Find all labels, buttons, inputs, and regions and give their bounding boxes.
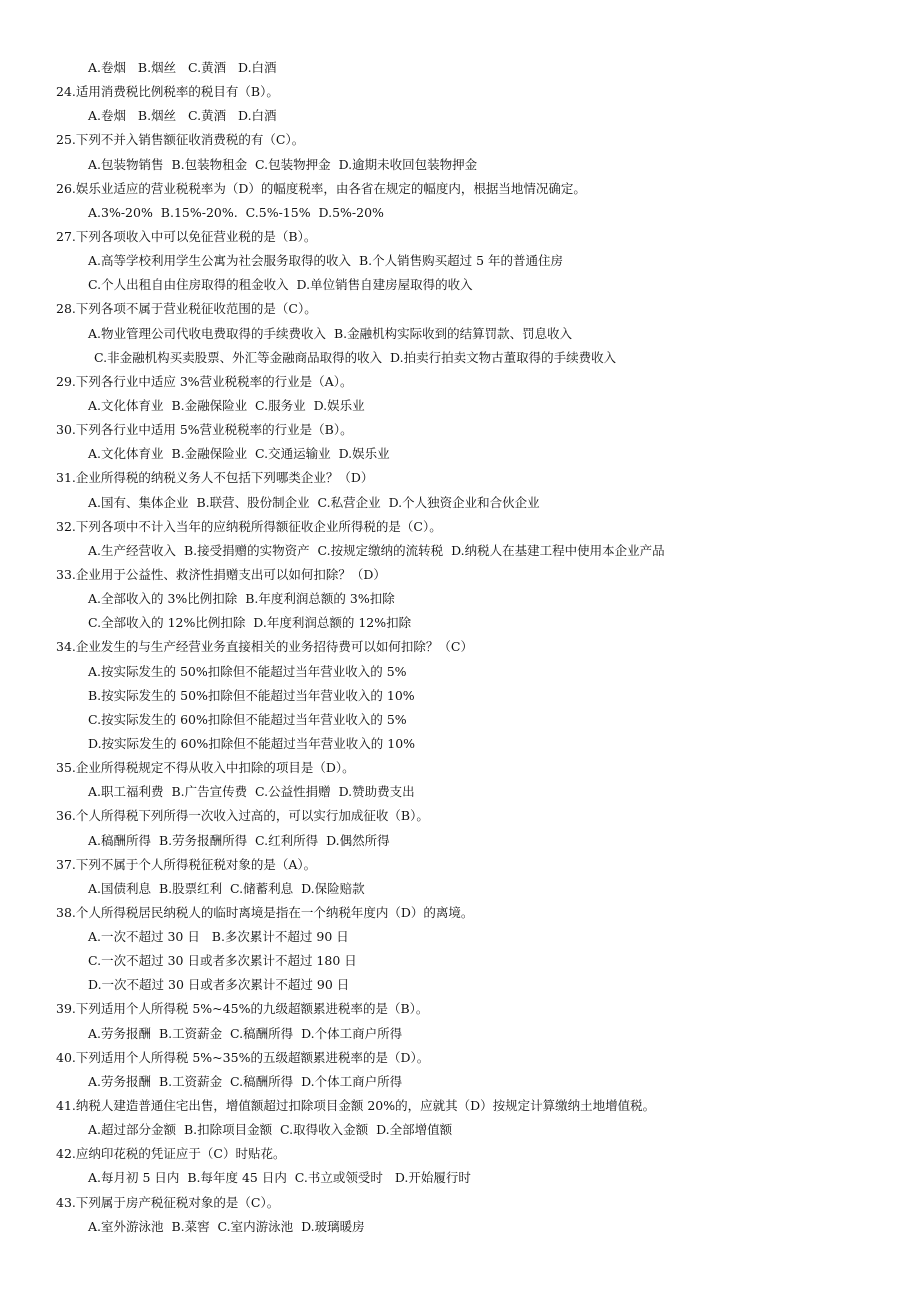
option-line: A.超过部分金额 B.扣除项目金额 C.取得收入金额 D.全部增值额: [88, 1122, 453, 1138]
question-line: 34.企业发生的与生产经营业务直接相关的业务招待费可以如何扣除？（C）: [56, 639, 473, 655]
option-line: A.卷烟 B.烟丝 C.黄酒 D.白酒: [88, 108, 277, 124]
document-page: [0, 56, 920, 1239]
question-line: 29.下列各行业中适应 3%营业税税率的行业是（A）。: [56, 373, 353, 389]
option-line: A.每月初 5 日内 B.每年度 45 日内 C.书立或领受时 D.开始履行时: [88, 1170, 471, 1186]
option-line: A.全部收入的 3%比例扣除 B.年度利润总额的 3%扣除: [88, 591, 395, 607]
question-line: 39.下列适用个人所得税 5%~45%的九级超额累进税率的是（B）。: [56, 1001, 429, 1017]
question-line: 31.企业所得税的纳税义务人不包括下列哪类企业？（D）: [56, 470, 374, 486]
question-line: 24.适用消费税比例税率的税目有（B）。: [56, 84, 279, 100]
option-line: C.个人出租自由住房取得的租金收入 D.单位销售自建房屋取得的收入: [88, 277, 473, 293]
option-line: A.劳务报酬 B.工资薪金 C.稿酬所得 D.个体工商户所得: [88, 1073, 403, 1089]
question-line: 38.个人所得税居民纳税人的临时离境是指在一个纳税年度内（D）的离境。: [56, 904, 474, 920]
option-line: A.按实际发生的 50%扣除但不能超过当年营业收入的 5%: [88, 663, 407, 679]
option-line: D.一次不超过 30 日或者多次累计不超过 90 日: [88, 977, 350, 993]
option-line: A.国债利息 B.股票红利 C.储蓄利息 D.保险赔款: [88, 880, 365, 896]
option-line: A.文化体育业 B.金融保险业 C.交通运输业 D.娱乐业: [88, 446, 390, 462]
option-line: C.一次不超过 30 日或者多次累计不超过 180 日: [88, 953, 357, 969]
option-line: C.非金融机构买卖股票、外汇等金融商品取得的收入 D.拍卖行拍卖文物古董取得的手续费收入: [94, 349, 617, 365]
option-line: A.室外游泳池 B.菜窖 C.室内游泳池 D.玻璃暖房: [88, 1218, 365, 1234]
option-line: A.物业管理公司代收电费取得的手续费收入 B.金融机构实际收到的结算罚款、罚息收入: [88, 325, 573, 341]
question-line: 25.下列不并入销售额征收消费税的有（C）。: [56, 132, 305, 148]
option-line: A.生产经营收入 B.接受捐赠的实物资产 C.按规定缴纳的流转税 D.纳税人在基建工程中使用本企业产品: [88, 542, 665, 558]
question-line: 43.下列属于房产税征税对象的是（C）。: [56, 1194, 280, 1210]
option-line: A.包装物销售 B.包装物租金 C.包装物押金 D.逾期未收回包装物押金: [88, 156, 478, 172]
option-line: A.文化体育业 B.金融保险业 C.服务业 D.娱乐业: [88, 397, 365, 413]
option-line: A.劳务报酬 B.工资薪金 C.稿酬所得 D.个体工商户所得: [88, 1025, 403, 1041]
option-line: A.稿酬所得 B.劳务报酬所得 C.红利所得 D.偶然所得: [88, 832, 390, 848]
question-line: 40.下列适用个人所得税 5%~35%的五级超额累进税率的是（D）。: [56, 1049, 430, 1065]
question-line: 36.个人所得税下列所得一次收入过高的，可以实行加成征收（B）。: [56, 808, 429, 824]
option-line: A.一次不超过 30 日 B.多次累计不超过 90 日: [88, 929, 349, 945]
option-line: A.高等学校利用学生公寓为社会服务取得的收入 B.个人销售购买超过 5 年的普通住房: [88, 253, 564, 269]
question-line: 27.下列各项收入中可以免征营业税的是（B）。: [56, 228, 317, 244]
question-line: 35.企业所得税规定不得从收入中扣除的项目是（D）。: [56, 760, 355, 776]
question-line: 42.应纳印花税的凭证应于（C）时贴花。: [56, 1146, 286, 1162]
option-line: A.卷烟 B.烟丝 C.黄酒 D.白酒: [88, 60, 277, 75]
question-line: 33.企业用于公益性、救济性捐赠支出可以如何扣除？（D）: [56, 566, 386, 582]
option-line: D.按实际发生的 60%扣除但不能超过当年营业收入的 10%: [88, 735, 416, 751]
option-line: C.全部收入的 12%比例扣除 D.年度利润总额的 12%扣除: [88, 615, 412, 631]
question-line: 26.娱乐业适应的营业税税率为（D）的幅度税率，由各省在规定的幅度内，根据当地情况确定。: [56, 180, 586, 196]
question-line: 28.下列各项不属于营业税征收范围的是（C）。: [56, 301, 317, 317]
option-line: A.国有、集体企业 B.联营、股份制企业 C.私营企业 D.个人独资企业和合伙企业: [88, 494, 540, 510]
question-line: 41.纳税人建造普通住宅出售，增值额超过扣除项目金额 20%的，应就其（D）按规定计算缴纳土地增值税。: [56, 1098, 656, 1114]
option-line: C.按实际发生的 60%扣除但不能超过当年营业收入的 5%: [88, 711, 407, 727]
option-line: B.按实际发生的 50%扣除但不能超过当年营业收入的 10%: [88, 687, 415, 703]
question-line: 32.下列各项中不计入当年的应纳税所得额征收企业所得税的是（C）。: [56, 518, 442, 534]
question-line: 30.下列各行业中适用 5%营业税税率的行业是（B）。: [56, 422, 353, 438]
option-line: A.职工福利费 B.广告宣传费 C.公益性捐赠 D.赞助费支出: [88, 784, 415, 800]
option-line: A.3%-20% B.15%-20%. C.5%-15% D.5%-20%: [88, 204, 384, 220]
question-line: 37.下列不属于个人所得税征税对象的是（A）。: [56, 856, 317, 872]
